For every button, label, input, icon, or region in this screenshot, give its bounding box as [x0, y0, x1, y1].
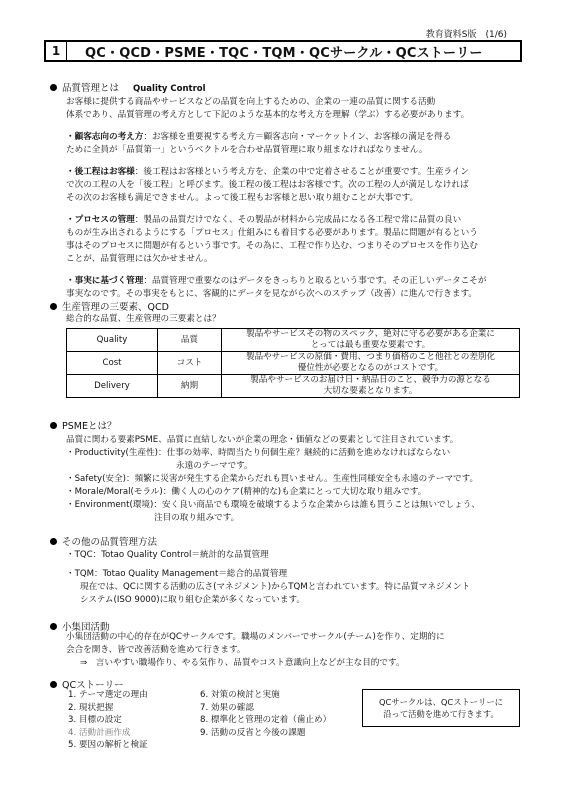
page-title: QC・QCD・PSME・TQC・TQM・QCサークル・QCストーリー [85, 45, 483, 61]
bullet-icon [50, 623, 57, 630]
qcd-table [66, 328, 520, 398]
psme-body: 品質に関わる要素PSME、品質に直結しないが企業の理念・価値などの要素として注目されています。 ・Productivity(生産性)：仕事の効率、時間当たり何個生産？継続的に活動を進めなければならない 永遠のテーマです。 ・Safety(安全)：頻繁に災害が発生する企業からだれも買いません。生産性同様安全も永遠のテーマです。 ・Morale/Moral(モラル)：働く人の心のケア(精神的な)も企業にとって大切な取り組みです。 ・Environment(環境)：安く良い商品でも環境を破壊するような企業からは誰も買うことは無いでしょう、 注目の取り組みです。 [66, 435, 480, 523]
bullet-icon [50, 681, 57, 688]
list-item: 8. 標準化と管理の定着（歯止め） [200, 715, 332, 725]
quality-heading: 品質管理とは Quality Control [50, 80, 206, 94]
qc-story-steps-right [200, 689, 331, 739]
quality-body: お客様に提供する商品やサービスなどの品質を向上するための、企業の一連の品質に関する活動 体系であり、品質管理の考え方として下記のような基本的な考え方を理解（学ぶ）する必要があります。 ・顧客志向の考え方：お客様を重要視する考え方＝顧客志向・マーケットイン、お客様の満足を得る ために全員が「品質第一」というベクトルを合わせ品質管理に取り組まなければなりません。 ・後工程はお客様：後工程はお客様という考え方を、企業の中で定着させることが重要です。生産ライン で次の工程の人を「後工程」と呼びます。後工程の後工程はお客様です。次の工程の人が満足しなければ その次のお客様も満足できません。よって後工程もお客様と思い取り組むことが大事です。 ・プロセスの管理：製品の品質だけでなく、その製品が材料から完成品になる各工程で常に品質の良い ものが生み出されるようにする「プロセス」仕組みにも着目する必要があります。製品に問題が有るという 事はそのプロセスに問題が有るという事です。その為に、工程で作り込む、つまりそのプロセスを作り込む ことが、品質管理には欠かせません。 ・事実に基づく管理：品質管理で重要なのはデータをきっちりと取るという事です。その正しいデータこそが 事実なのです。その事実をもとに、客観的にデータを見ながら次へのステップ（改善）に進んで行きます。 [66, 96, 526, 301]
next-process-customer: ・後工程はお客様：後工程はお客様という考え方を、企業の中で定着させることが重要です。生産ライン [66, 167, 469, 177]
other-methods-heading: その他の品質管理方法 [50, 534, 157, 548]
fact-based-management: ・事実に基づく管理：品質管理で重要なのはデータをきっちりと取るという事です。その正しいデータこそが [66, 276, 487, 286]
list-item: 5. 要因の解析と検証 [68, 740, 148, 750]
table-row: Quality 品質 製品やサービスその物のスペック、絶対に守る必要がある企業に とっては最も重要な要素です。 [67, 329, 520, 352]
bullet-icon [50, 538, 57, 545]
list-item: 4. 活動計画作成 [68, 727, 131, 738]
other-methods-body: ・TQC：Totao Quality Control＝統計的な品質管理 ・TQM：Totao Quality Management＝総合的品質管理 現在では、QCに関する活動の広さ(マネジメント)からTQMと言われています。特に品質マネジメント システム(ISO 9000)に取り組む企業が多くなっています。 [66, 550, 471, 605]
table-row: Cost コスト 製品やサービスの原価・費用、つまり価格のこと他社との差別化 優位性が必要となるのがコストです。 [67, 352, 520, 375]
list-item: 1. テーマ選定の理由 [68, 690, 148, 700]
list-item: 9. 活動の反省と今後の課題 [200, 727, 306, 738]
process-management: ・プロセスの管理：製品の品質だけでなく、その製品が材料から完成品になる各工程で常に品質の良い [66, 215, 462, 225]
bullet-icon [50, 303, 57, 310]
qc-story-steps-left [68, 689, 148, 752]
list-item: 6. 対策の検討と実施 [200, 690, 280, 700]
small-group-body: 小集団活動の中心的存在がQCサークルです。職場のメンバーでサークル(チーム)を作り、定期的に 会合を開き、皆で改善活動を進めて行きます。 ⇒ 言いやすい職場作り、やる気作り、品質やコスト意識向上などが主な目的です。 [66, 632, 445, 668]
qc-circle-note: QCサークルは、QCストーリーに 沿って活動を進めて行きます。 [362, 689, 520, 727]
qcd-subheading: 総合的な品質、生産管理の三要素とは？ [66, 314, 221, 324]
quality-heading-en: Quality Control [133, 84, 206, 94]
list-item: 7. 効果の確認 [200, 702, 254, 713]
customer-orientation: ・顧客志向の考え方：お客様を重要視する考え方＝顧客志向・マーケットイン、お客様の満足を得る [66, 132, 452, 142]
psme-heading: PSMEとは？ [50, 418, 116, 432]
section-number: 1 [46, 42, 67, 60]
table-row: Delivery 納期 製品やサービスのお届け日・納品日のこと、競争力の源となる 大切な要素となります。 [67, 375, 520, 398]
qc-story-heading: QCストーリー [50, 677, 124, 691]
bullet-icon [50, 84, 57, 91]
qcd-heading: 生産管理の三要素、QCD [50, 299, 169, 313]
list-item: 2. 現状把握 [68, 702, 114, 713]
title-box [44, 40, 522, 62]
list-item: 3. 目標の設定 [68, 715, 122, 725]
bullet-icon [50, 422, 57, 429]
document-label: 教育資料S版 (1/6) [425, 30, 507, 40]
small-group-heading: 小集団活動 [50, 619, 110, 633]
